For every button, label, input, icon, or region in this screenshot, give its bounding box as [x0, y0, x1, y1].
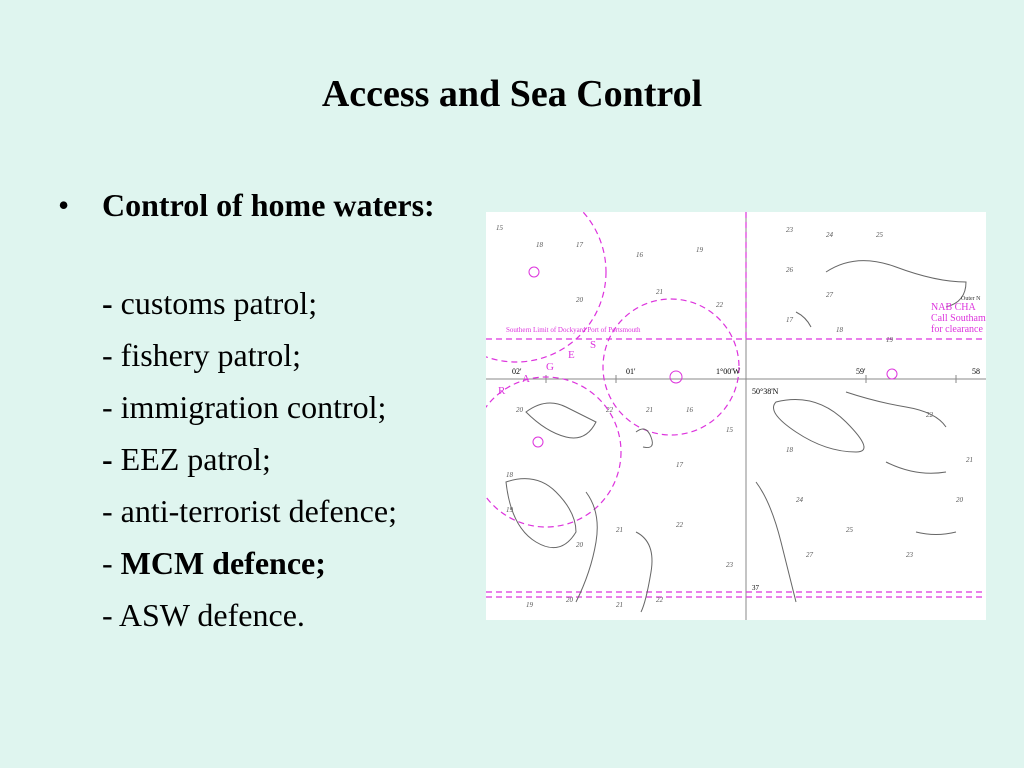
sounding: 18	[836, 326, 843, 334]
sounding: 20	[516, 406, 523, 414]
range-letter: G	[546, 361, 554, 373]
outer-label: Outer N	[961, 296, 981, 302]
range-letter: E	[568, 349, 575, 361]
longitude-label: 1°00'W	[716, 367, 741, 376]
sounding: 18	[786, 446, 793, 454]
scale-label: 01'	[626, 367, 636, 376]
scale-label: 02'	[512, 367, 522, 376]
sub-list	[102, 285, 397, 649]
sounding: 24	[826, 231, 833, 239]
nab-label-line: for clearance	[931, 324, 983, 335]
dash: -	[102, 389, 113, 425]
dash: -	[102, 285, 113, 321]
sounding: 17	[786, 316, 793, 324]
sounding: 27	[826, 291, 833, 299]
latitude-label: 50°38'N	[752, 387, 779, 396]
sub-item	[102, 597, 397, 649]
sounding: 18	[536, 241, 543, 249]
sounding: 15	[726, 426, 733, 434]
sounding: 17	[576, 241, 583, 249]
item-text: immigration control;	[120, 389, 387, 425]
nab-label-line: Call Southam	[931, 313, 986, 324]
slide-title: Access and Sea Control	[321, 73, 703, 115]
sounding: 27	[806, 551, 813, 559]
item-text: ASW defence.	[118, 597, 305, 633]
dash: -	[102, 441, 113, 477]
scale-label: 59'	[856, 367, 866, 376]
bottom-number: 37	[752, 584, 759, 592]
sounding: 17	[676, 461, 683, 469]
sounding: 21	[656, 288, 663, 296]
sounding: 18	[506, 471, 513, 479]
sounding: 23	[906, 551, 913, 559]
sounding: 21	[646, 406, 653, 414]
sounding: 24	[796, 496, 803, 504]
sounding: 16	[686, 406, 693, 414]
sounding: 23	[726, 561, 733, 569]
sounding: 25	[876, 231, 883, 239]
item-text: MCM defence;	[120, 545, 326, 581]
sounding: 16	[636, 251, 643, 259]
sounding: 21	[966, 456, 973, 464]
dash: -	[102, 545, 113, 581]
range-letter: A	[522, 373, 530, 385]
nautical-chart-image	[486, 212, 986, 620]
sounding: 19	[886, 336, 893, 344]
sounding: 21	[616, 526, 623, 534]
range-letter: R	[498, 385, 506, 397]
sounding: 15	[496, 224, 503, 232]
sub-item	[102, 337, 397, 389]
sub-item	[102, 493, 397, 545]
sub-item	[102, 285, 397, 337]
range-letter: S	[590, 339, 597, 351]
dash: -	[102, 493, 113, 529]
bullet-heading-text: Control of home waters:	[102, 187, 435, 223]
sub-item	[102, 389, 397, 441]
sounding: 22	[676, 521, 683, 529]
sounding: 22	[606, 406, 613, 414]
item-text: fishery patrol;	[120, 337, 302, 373]
sounding: 20	[576, 296, 583, 304]
sounding: 20	[576, 541, 583, 549]
sounding: 22	[926, 411, 933, 419]
sounding: 19	[696, 246, 703, 254]
bullet-heading	[58, 186, 478, 224]
bullet-marker: •	[58, 187, 70, 223]
dash: -	[102, 337, 113, 373]
sounding: 22	[656, 596, 663, 604]
sounding: 20	[956, 496, 963, 504]
limit-label: Southern Limit of Dockyard Port of Portsmouth	[506, 326, 641, 334]
sounding: 23	[786, 226, 793, 234]
sounding: 19	[526, 601, 533, 609]
sounding: 19	[506, 506, 513, 514]
nab-label-line: NAB CHA	[931, 302, 976, 313]
sounding: 25	[846, 526, 853, 534]
scale-label: 58	[972, 367, 980, 376]
sub-item	[102, 441, 397, 493]
item-text: customs patrol;	[120, 285, 318, 321]
sounding: 21	[616, 601, 623, 609]
sounding: 20	[566, 596, 573, 604]
item-text: EEZ patrol;	[120, 441, 271, 477]
sounding: 22	[716, 301, 723, 309]
dash: -	[102, 597, 113, 633]
item-text: anti-terrorist defence;	[120, 493, 397, 529]
sounding: 26	[786, 266, 793, 274]
sub-item	[102, 545, 397, 597]
nautical-chart-svg	[486, 212, 986, 620]
